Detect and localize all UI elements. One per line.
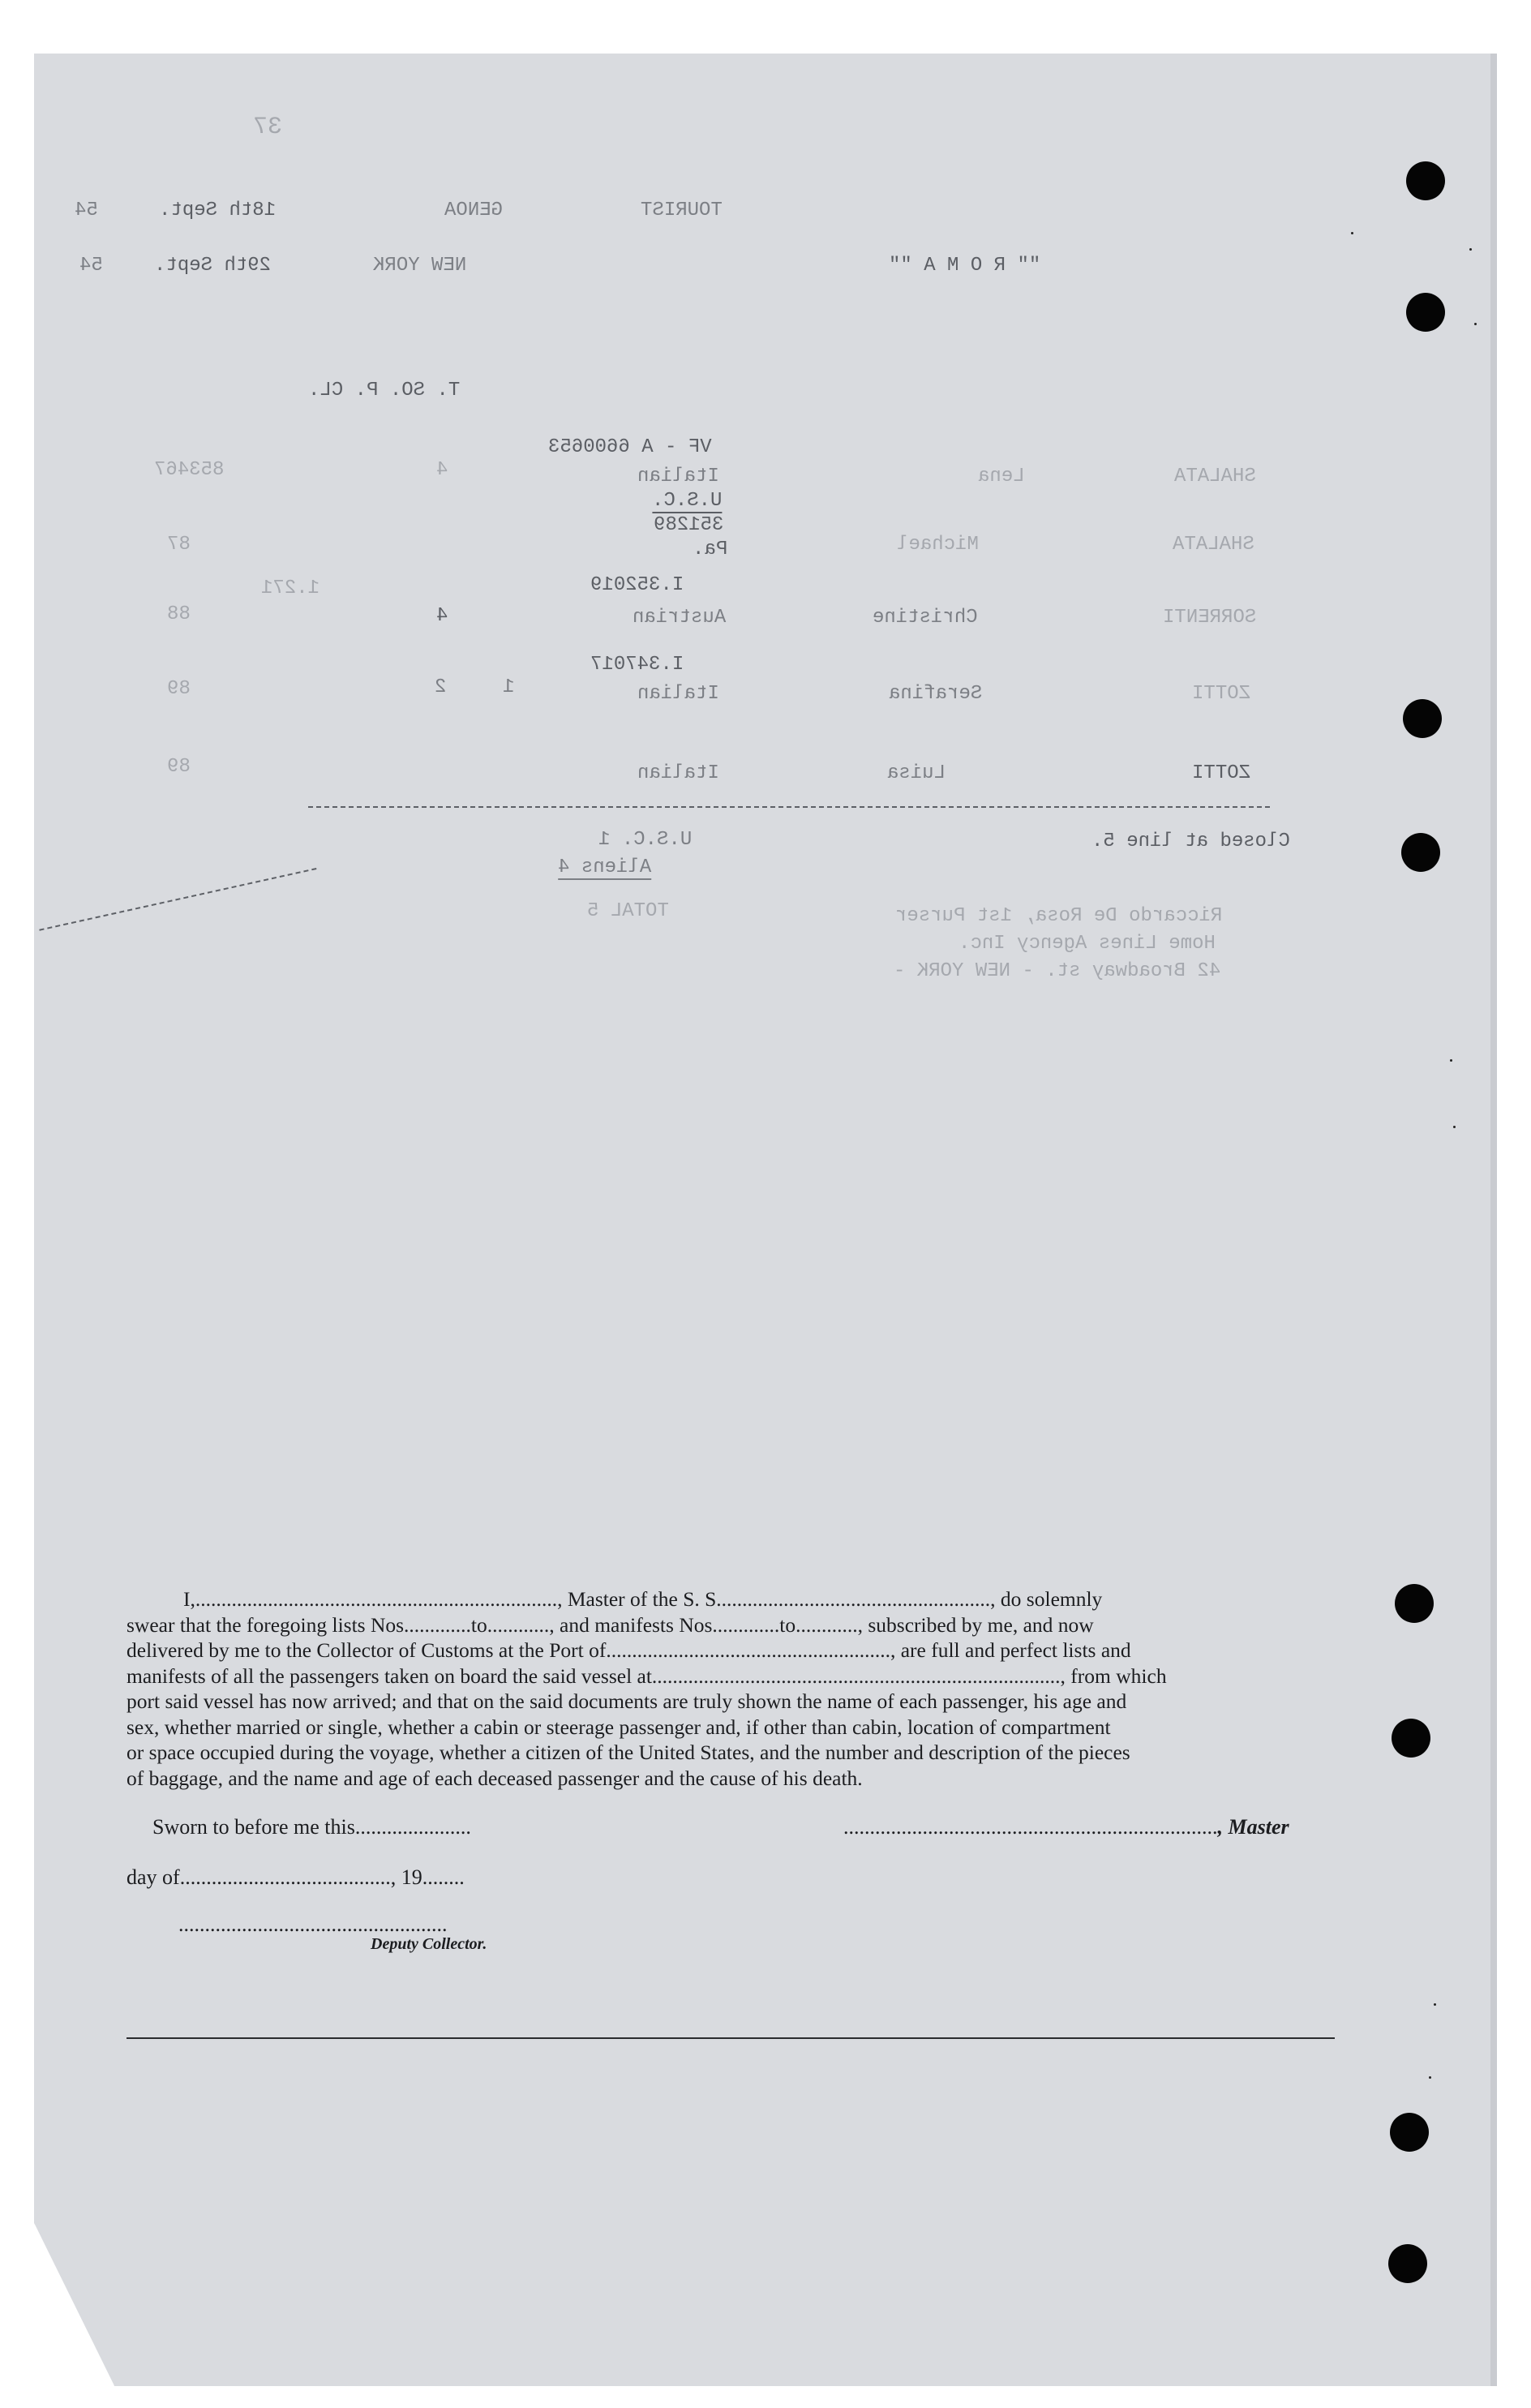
master-dots: ....................................................................... <box>843 1815 1218 1839</box>
oath-line: manifests of all the passengers taken on board the said vessel at..............................................................................., from which <box>127 1663 1167 1688</box>
bleed-code-i1: I.352019 <box>590 574 684 596</box>
bleed-ref-1: 853467 <box>154 459 225 481</box>
bleed-nat-1: Italian <box>637 466 719 487</box>
bleed-line-3: 88 <box>167 603 191 625</box>
bleed-nat-4: Italian <box>637 683 719 705</box>
bleed-given-2: Michael <box>897 534 979 556</box>
speck <box>1450 1059 1452 1062</box>
bleed-nat-2: Pa. <box>693 539 728 560</box>
speck <box>1434 2003 1436 2006</box>
master-signature-line <box>843 1815 1289 1839</box>
bleed-surname-5: ZOTTI <box>1192 762 1251 784</box>
bleed-given-4: Serafina <box>889 683 983 705</box>
bleed-nat-3: Austrian <box>633 607 727 629</box>
binder-hole <box>1406 161 1445 200</box>
bleed-row1-port: GENOA <box>444 200 504 221</box>
binder-hole <box>1401 833 1440 872</box>
deputy-collector-label: Deputy Collector. <box>371 1935 487 1953</box>
bleed-code-usc: U.S.C. <box>652 490 723 512</box>
oath-line: I,......................................................................, Master of the S. S....................................................., do solemnly <box>183 1587 1103 1611</box>
bleed-purser-2: Home Lines Agency Inc. <box>958 933 1216 955</box>
bleed-visa-ref: VF - A 6600653 <box>548 436 712 458</box>
bleed-row2-date: 29th Sept. <box>154 255 272 277</box>
bottom-rule <box>127 2037 1335 2039</box>
oath-line: or space occupied during the voyage, whether a citizen of the United States, and the number and description of the pieces <box>127 1741 1130 1764</box>
bleed-line-2: 87 <box>167 534 191 556</box>
master-label: , Master <box>1217 1815 1289 1839</box>
bleed-surname-2: SHALATA <box>1173 534 1254 556</box>
day-of-line: day of........................................, 19........ <box>127 1865 465 1889</box>
bleed-age-3: 4 <box>436 605 448 627</box>
bleed-line-5: 89 <box>167 756 191 778</box>
deputy-signature-line: ................................................... <box>178 1912 448 1936</box>
bleed-given-5: Luisa <box>887 762 946 784</box>
bleed-row1-class: TOURIST <box>641 200 723 221</box>
manifest-page <box>34 54 1497 2386</box>
oath-line: sex, whether married or single, whether a cabin or steerage passenger and, if other than cabin, location of compartment <box>127 1715 1111 1739</box>
bleed-row1-year: 54 <box>75 200 98 221</box>
bleed-surname-3: SORRENTI <box>1163 607 1257 629</box>
oath-line: port said vessel has now arrived; and that on the said documents are truly shown the name of each passenger, his age and <box>127 1689 1127 1713</box>
bleed-row2-port: NEW YORK <box>373 255 467 277</box>
binder-hole <box>1390 2113 1429 2152</box>
page-edge <box>1490 54 1497 2386</box>
binder-hole <box>1395 1584 1434 1623</box>
bleed-total-aliens: Aliens 4 <box>558 856 652 878</box>
oath-line: swear that the foregoing lists Nos.............to............, and manifests Nos.............to............, subscribed by me, and now <box>127 1612 1094 1637</box>
bleed-age-4b: 2 <box>435 676 447 698</box>
bleed-row2-ship: "" R O M A "" <box>889 255 1041 277</box>
bleed-given-3: Christine <box>873 607 978 629</box>
oath-line: delivered by me to the Collector of Customs at the Port of......................................................., are full and perfect lists and <box>127 1638 1131 1662</box>
bleed-age-1: 4 <box>436 459 448 481</box>
bleed-code-num: 351289 <box>654 514 724 536</box>
binder-hole <box>1392 1719 1430 1758</box>
bleed-code-i2: I.347017 <box>590 654 684 676</box>
bleed-surname-4: ZOTTI <box>1192 683 1251 705</box>
oath-paragraph <box>127 1586 1343 1791</box>
speck <box>1469 248 1472 251</box>
bleed-row2-year: 54 <box>79 255 103 277</box>
bleed-purser-1: Riccardo De Rosa, 1st Purser <box>895 905 1223 927</box>
bleed-given-1: Lena <box>978 466 1025 487</box>
speck <box>1453 1126 1456 1128</box>
bleed-class-line: T. SO. P. CL. <box>308 380 461 401</box>
bleed-ref-3: 1.271 <box>261 577 320 599</box>
binder-hole <box>1388 2244 1427 2283</box>
oath-line: of baggage, and the name and age of each deceased passenger and the cause of his death. <box>127 1766 863 1790</box>
binder-hole <box>1403 699 1442 738</box>
sworn-before-line: Sworn to before me this...................... <box>152 1815 471 1839</box>
binder-hole <box>1406 293 1445 332</box>
bleed-closed-line: Closed at line 5. <box>1091 831 1290 852</box>
bleed-purser-3: 42 Broadway st. - NEW YORK - <box>894 960 1221 982</box>
bleed-nat-5: Italian <box>637 762 719 784</box>
bleed-top-number: 37 <box>253 114 283 141</box>
bleed-surname-1: SHALATA <box>1174 466 1256 487</box>
bleed-row1-date: 18th Sept. <box>159 200 277 221</box>
closing-dash-line <box>308 806 1270 808</box>
speck <box>1474 323 1477 325</box>
speck <box>1429 2076 1431 2079</box>
bleed-line-4: 89 <box>167 678 191 700</box>
bleed-total: TOTAL 5 <box>587 900 669 922</box>
bleed-age-4a: 1 <box>503 676 515 698</box>
bleed-total-usc: U.S.C. 1 <box>598 829 693 851</box>
speck <box>1351 232 1353 234</box>
